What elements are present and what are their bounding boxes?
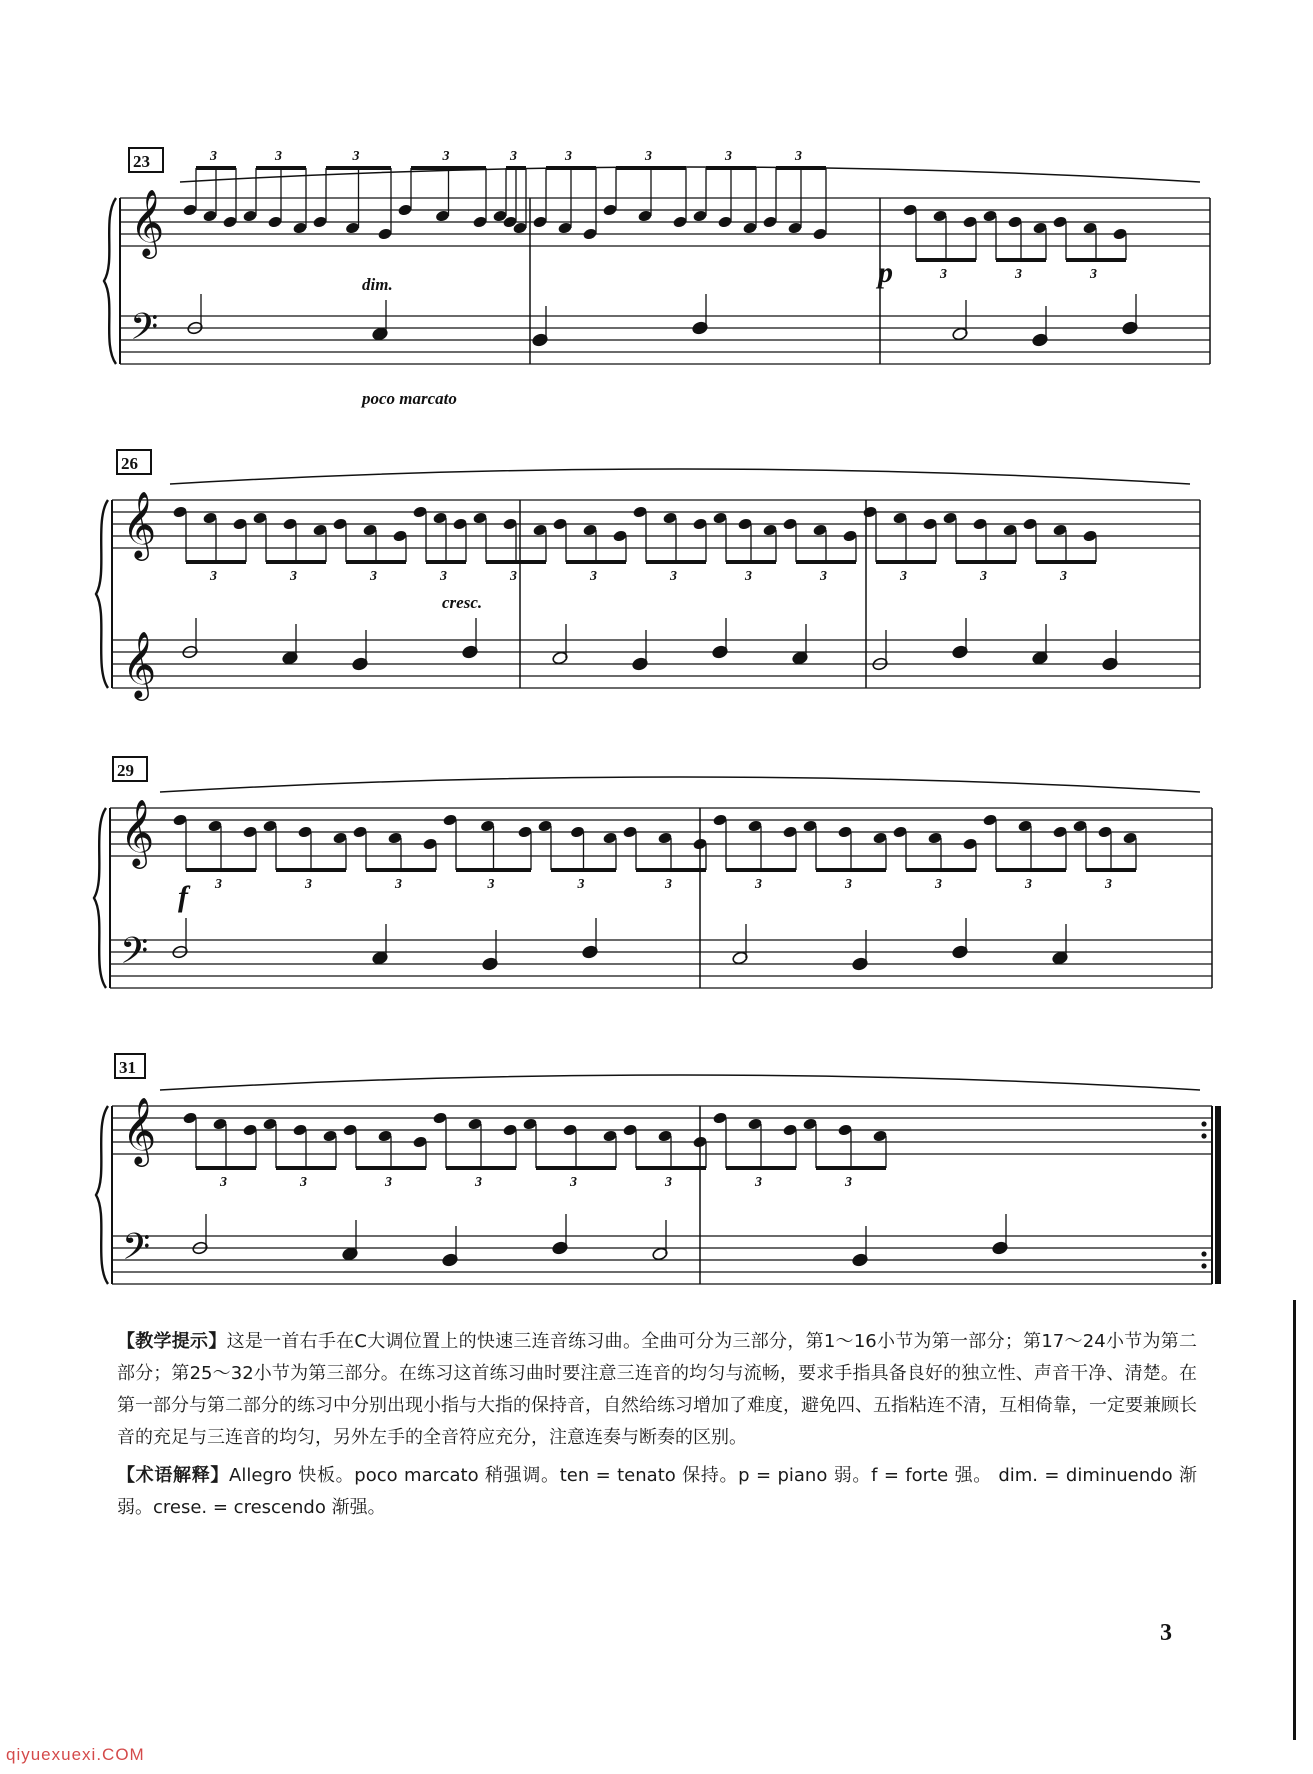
bass-clef: 𝄢	[120, 930, 149, 981]
measure-number: 31	[119, 1058, 136, 1077]
triplet-mark: 3	[1090, 267, 1097, 282]
measure-number-box-31	[115, 1054, 145, 1078]
expression-poco-marcato: poco marcato	[362, 389, 457, 408]
site-watermark: qiyuexuexi.COM	[6, 1745, 145, 1764]
measure-number: 29	[117, 761, 134, 780]
triplet-mark: 3	[577, 877, 585, 892]
triplet-mark: 3	[665, 1175, 672, 1190]
measure-number: 26	[121, 454, 138, 473]
page-number: 3	[1160, 1620, 1172, 1646]
triplet-mark: 3	[352, 149, 360, 164]
triplet-mark: 3	[980, 569, 987, 584]
terms-paragraph	[117, 1460, 1197, 1524]
triplet-mark: 3	[565, 149, 572, 164]
triplet-mark: 3	[395, 877, 402, 892]
triplet-mark: 3	[590, 569, 597, 584]
triplet-mark: 3	[755, 1175, 762, 1190]
triplet-mark: 3	[510, 149, 517, 164]
measure-number: 23	[133, 152, 150, 171]
triplet-mark: 3	[475, 1175, 482, 1190]
triplet-mark: 3	[220, 1175, 227, 1190]
triplet-mark: 3	[290, 569, 297, 584]
triplet-mark: 3	[665, 877, 672, 892]
dynamic-marking: f	[178, 880, 188, 913]
terms-text: Allegro 快板。poco marcato 稍强调。ten = tenato 保持。p = piano 弱。f = forte 强。 dim. = diminuendo 渐弱。crese. = crescendo 渐强。	[117, 1465, 1197, 1518]
bass-clef: 𝄢	[130, 306, 159, 357]
triplet-mark: 3	[755, 877, 762, 892]
dynamic-marking: p	[878, 256, 893, 289]
commentary	[117, 1326, 1197, 1524]
triplet-mark: 3	[370, 569, 377, 584]
treble-clef: 𝄞	[122, 490, 157, 558]
triplet-mark: 3	[1105, 877, 1112, 892]
triplet-mark: 3	[487, 877, 495, 892]
teaching-tip-paragraph	[117, 1326, 1197, 1454]
triplet-mark: 3	[215, 877, 222, 892]
triplet-mark: 3	[795, 149, 802, 164]
triplet-mark: 3	[440, 569, 447, 584]
triplet-mark: 3	[385, 1175, 392, 1190]
triplet-mark: 3	[1025, 877, 1032, 892]
triplet-mark: 3	[725, 149, 732, 164]
triplet-mark: 3	[510, 569, 517, 584]
treble-clef: 𝄞	[120, 798, 155, 866]
triplet-mark: 3	[845, 1175, 852, 1190]
treble-clef: 𝄞	[122, 1096, 157, 1164]
measure-number-box-29	[113, 757, 147, 781]
triplet-mark: 3	[300, 1175, 307, 1190]
triplet-mark: 3	[210, 149, 217, 164]
expression-cresc: cresc.	[442, 593, 483, 612]
teaching-tip-label: 【教学提示】	[117, 1331, 227, 1352]
triplet-mark: 3	[745, 569, 752, 584]
measure-number-box-23	[129, 148, 163, 172]
page-edge-rule	[1293, 1300, 1296, 1740]
treble-clef: 𝄞	[122, 630, 157, 698]
triplet-mark: 3	[940, 267, 947, 282]
triplet-mark: 3	[935, 877, 942, 892]
triplet-mark: 3	[845, 877, 852, 892]
triplet-mark: 3	[210, 569, 217, 584]
triplet-mark: 3	[1060, 569, 1067, 584]
triplet-mark: 3	[442, 149, 450, 164]
triplet-mark: 3	[1015, 267, 1022, 282]
terms-label: 【术语解释】	[117, 1465, 230, 1486]
triplet-mark: 3	[275, 149, 282, 164]
triplet-mark: 3	[670, 569, 677, 584]
bass-clef: 𝄢	[122, 1226, 151, 1277]
triplet-mark: 3	[305, 877, 312, 892]
triplet-mark: 3	[820, 569, 827, 584]
treble-clef: 𝄞	[130, 188, 165, 256]
triplet-mark: 3	[645, 149, 652, 164]
teaching-tip-text: 这是一首右手在C大调位置上的快速三连音练习曲。全曲可分为三部分，第1～16小节为第一部分；第17～24小节为第二部分；第25～32小节为第三部分。在练习这首练习曲时要注意三连音的均匀与流畅，要求手指具备良好的独立性、声音干净、清楚。在第一部分与第二部分的练习中分别出现小指与大指的保持音，自然给练习增加了难度，避免四、五指粘连不清，互相倚靠，一定要兼顾长音的充足与三连音的均匀，另外左手的全音符应充分，注意连奏与断奏的区别。	[117, 1331, 1198, 1448]
expression-dim: dim.	[362, 275, 393, 294]
measure-number-box-26	[117, 450, 151, 474]
triplet-mark: 3	[900, 569, 907, 584]
triplet-mark: 3	[570, 1175, 577, 1190]
